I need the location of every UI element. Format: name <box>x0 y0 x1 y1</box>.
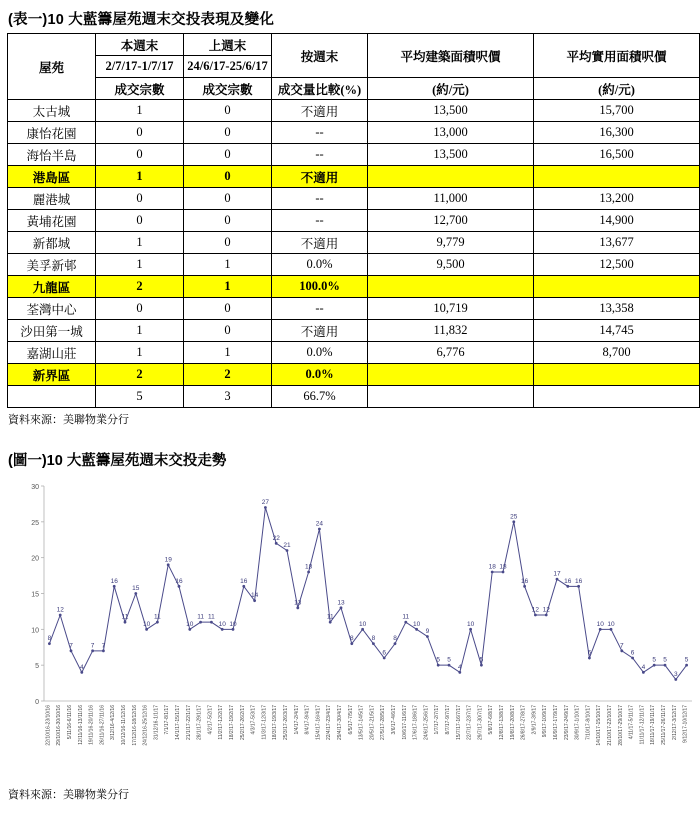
svg-text:15/4/17-16/4/17: 15/4/17-16/4/17 <box>315 705 322 741</box>
table-row <box>8 298 700 320</box>
svg-text:26/11/16-27/11/16: 26/11/16-27/11/16 <box>99 705 106 745</box>
header-estate: 屋苑 <box>8 34 96 100</box>
table-row <box>8 364 700 386</box>
svg-text:15: 15 <box>31 591 39 599</box>
svg-text:16: 16 <box>564 577 572 585</box>
cell-estate: 九龍區 <box>8 276 96 298</box>
header-change: 按週末 <box>272 34 368 78</box>
cell-net-price <box>534 386 700 408</box>
svg-text:12: 12 <box>531 606 540 614</box>
svg-text:24: 24 <box>315 520 324 528</box>
svg-text:16: 16 <box>110 577 118 585</box>
svg-text:26/8/17-27/8/17: 26/8/17-27/8/17 <box>520 705 527 741</box>
table-title: (表一)10 大藍籌屋苑週末交投表現及變化 <box>8 12 275 28</box>
svg-text:30: 30 <box>31 484 39 491</box>
cell-net-price: 15,700 <box>534 100 700 122</box>
svg-text:21/1/17-22/1/17: 21/1/17-22/1/17 <box>185 705 192 741</box>
svg-text:27: 27 <box>261 499 270 506</box>
svg-text:4: 4 <box>457 663 462 671</box>
svg-text:10: 10 <box>412 620 421 628</box>
svg-text:12/11/16-13/11/16: 12/11/16-13/11/16 <box>77 705 84 745</box>
cell-gross-price: 6,776 <box>368 342 534 364</box>
cell-net-price <box>534 166 700 188</box>
cell-estate: 新界區 <box>8 364 96 386</box>
svg-text:29/7/17-30/7/17: 29/7/17-30/7/17 <box>477 705 484 741</box>
svg-text:22: 22 <box>272 534 280 542</box>
svg-text:11: 11 <box>154 613 161 621</box>
svg-text:13/5/17-14/5/17: 13/5/17-14/5/17 <box>358 705 365 741</box>
cell-estate: 麗港城 <box>8 188 96 210</box>
svg-text:6: 6 <box>587 649 592 657</box>
cell-previous-deals: 0 <box>184 298 272 320</box>
header-change-sub: 成交量比較(%) <box>272 78 368 100</box>
svg-text:30/9/17-1/10/17: 30/9/17-1/10/17 <box>574 705 581 741</box>
header-previous-deals: 成交宗數 <box>184 78 272 100</box>
cell-change: 不適用 <box>272 166 368 188</box>
svg-text:27/5/17-28/5/17: 27/5/17-28/5/17 <box>380 705 387 741</box>
cell-current-deals: 0 <box>96 144 184 166</box>
svg-text:10/6/17-11/6/17: 10/6/17-11/6/17 <box>401 705 408 740</box>
cell-previous-deals: 0 <box>184 320 272 342</box>
cell-gross-price <box>368 364 534 386</box>
svg-text:3: 3 <box>673 671 678 678</box>
table-row <box>8 210 700 232</box>
svg-text:25/3/17-26/3/17: 25/3/17-26/3/17 <box>283 705 289 741</box>
svg-text:10: 10 <box>31 627 39 635</box>
header-current-week: 本週末 <box>96 34 184 56</box>
svg-text:5: 5 <box>35 663 39 671</box>
svg-text:16: 16 <box>175 577 183 585</box>
cell-change: 不適用 <box>272 100 368 122</box>
table-row <box>8 254 700 276</box>
cell-current-deals: 2 <box>96 364 184 386</box>
svg-text:11/2/17-12/2/17: 11/2/17-12/2/17 <box>218 705 225 740</box>
cell-current-deals: 5 <box>96 386 184 408</box>
cell-estate <box>8 386 96 408</box>
svg-text:7: 7 <box>69 642 73 650</box>
cell-current-deals: 1 <box>96 342 184 364</box>
cell-current-deals: 1 <box>96 254 184 276</box>
cell-previous-deals: 0 <box>184 232 272 254</box>
svg-text:4: 4 <box>79 663 84 671</box>
cell-change: 0.0% <box>272 342 368 364</box>
table-row <box>8 100 700 122</box>
cell-gross-price: 11,832 <box>368 320 534 342</box>
cell-estate: 海怡半島 <box>8 144 96 166</box>
cell-estate: 美孚新邨 <box>8 254 96 276</box>
cell-current-deals: 1 <box>96 320 184 342</box>
header-net-price: 平均實用面積呎價 <box>534 34 700 78</box>
svg-text:19/8/17-20/8/17: 19/8/17-20/8/17 <box>509 705 516 741</box>
cell-change: -- <box>272 122 368 144</box>
cell-previous-deals: 2 <box>184 364 272 386</box>
svg-text:4/11/17-5/11/17: 4/11/17-5/11/17 <box>628 705 635 740</box>
cell-net-price <box>534 276 700 298</box>
svg-text:16: 16 <box>520 577 529 585</box>
cell-gross-price: 13,500 <box>368 100 534 122</box>
cell-current-deals: 0 <box>96 298 184 320</box>
svg-text:15: 15 <box>132 585 140 592</box>
cell-change: 不適用 <box>272 320 368 342</box>
cell-change: 不適用 <box>272 232 368 254</box>
svg-text:18: 18 <box>499 563 507 571</box>
svg-text:23/9/17-24/9/17: 23/9/17-24/9/17 <box>563 705 570 741</box>
cell-gross-price <box>368 276 534 298</box>
svg-text:28/10/17-29/10/17: 28/10/17-29/10/17 <box>617 705 624 746</box>
chart-title: (圖一)10 大藍籌屋苑週末交投走勢 <box>8 453 227 469</box>
svg-text:5: 5 <box>479 656 484 664</box>
cell-change: -- <box>272 210 368 232</box>
svg-text:1/7/17-2/7/17: 1/7/17-2/7/17 <box>434 705 441 735</box>
svg-text:4/2/17-5/2/17: 4/2/17-5/2/17 <box>207 705 214 735</box>
cell-net-price: 14,745 <box>534 320 700 342</box>
cell-change: -- <box>272 188 368 210</box>
svg-text:5: 5 <box>447 656 451 664</box>
svg-text:10: 10 <box>596 620 604 628</box>
table-row <box>8 342 700 364</box>
header-gross-unit: (約/元) <box>368 78 534 100</box>
svg-text:6: 6 <box>382 649 387 657</box>
header-current-week-date: 2/7/17-1/7/17 <box>96 56 184 78</box>
cell-current-deals: 1 <box>96 232 184 254</box>
cell-previous-deals: 1 <box>184 276 272 298</box>
svg-text:28/1/17-29/1/17: 28/1/17-29/1/17 <box>196 705 203 741</box>
svg-text:6/5/17-7/5/17: 6/5/17-7/5/17 <box>347 705 354 735</box>
cell-previous-deals: 0 <box>184 144 272 166</box>
cell-estate: 新都城 <box>8 232 96 254</box>
svg-text:21/10/17-22/10/17: 21/10/17-22/10/17 <box>607 705 613 746</box>
svg-text:8/4/17-9/4/17: 8/4/17-9/4/17 <box>304 705 311 735</box>
svg-text:3/6/17-4/6/17: 3/6/17-4/6/17 <box>391 705 397 735</box>
svg-text:14/10/17-15/10/17: 14/10/17-15/10/17 <box>596 705 603 746</box>
svg-text:10: 10 <box>218 620 226 628</box>
svg-text:18: 18 <box>304 563 313 571</box>
svg-text:29/4/17-30/4/17: 29/4/17-30/4/17 <box>337 705 343 741</box>
cell-gross-price: 12,700 <box>368 210 534 232</box>
svg-text:25/2/17-26/2/17: 25/2/17-26/2/17 <box>239 705 246 741</box>
svg-text:7: 7 <box>101 642 106 650</box>
svg-text:10: 10 <box>607 620 615 628</box>
svg-text:17/12/16-18/12/16: 17/12/16-18/12/16 <box>131 705 138 746</box>
svg-text:11/3/17-12/3/17: 11/3/17-12/3/17 <box>261 705 268 740</box>
svg-text:8: 8 <box>47 635 52 643</box>
cell-gross-price: 13,000 <box>368 122 534 144</box>
cell-estate: 嘉湖山莊 <box>8 342 96 364</box>
svg-text:24/12/16-25/12/16: 24/12/16-25/12/16 <box>142 705 149 746</box>
svg-text:7/10/17-8/10/17: 7/10/17-8/10/17 <box>585 705 592 741</box>
table-row <box>8 144 700 166</box>
header-gross-price: 平均建築面積呎價 <box>368 34 534 78</box>
cell-previous-deals: 0 <box>184 188 272 210</box>
svg-text:18/11/17-19/11/17: 18/11/17-19/11/17 <box>650 705 657 745</box>
svg-text:1/4/17-2/4/17: 1/4/17-2/4/17 <box>293 705 300 735</box>
svg-text:8: 8 <box>349 635 354 643</box>
svg-text:9/9/17-10/9/17: 9/9/17-10/9/17 <box>542 705 549 738</box>
table-row <box>8 188 700 210</box>
svg-text:25: 25 <box>31 519 39 527</box>
table-row <box>8 166 700 188</box>
svg-text:20/5/17-21/5/17: 20/5/17-21/5/17 <box>369 705 376 741</box>
cell-estate: 港島區 <box>8 166 96 188</box>
svg-text:22/4/17-23/4/17: 22/4/17-23/4/17 <box>326 705 333 741</box>
cell-previous-deals: 0 <box>184 210 272 232</box>
svg-text:5: 5 <box>436 656 441 664</box>
cell-net-price: 8,700 <box>534 342 700 364</box>
svg-text:9: 9 <box>425 628 430 635</box>
svg-text:29/10/16-30/10/16: 29/10/16-30/10/16 <box>56 705 63 746</box>
svg-text:22/7/17-23/7/17: 22/7/17-23/7/17 <box>466 705 473 741</box>
svg-text:13: 13 <box>294 599 302 607</box>
svg-text:3/12/16-4/12/16: 3/12/16-4/12/16 <box>110 705 117 741</box>
table-row <box>8 320 700 342</box>
cell-change: 0.0% <box>272 364 368 386</box>
table-row <box>8 386 700 408</box>
cell-gross-price: 13,500 <box>368 144 534 166</box>
cell-gross-price: 9,500 <box>368 254 534 276</box>
svg-text:10: 10 <box>466 620 475 628</box>
svg-text:6: 6 <box>630 649 635 657</box>
table-row <box>8 122 700 144</box>
svg-text:10: 10 <box>229 620 237 628</box>
bluechip-estates-table <box>7 33 700 408</box>
cell-previous-deals: 1 <box>184 254 272 276</box>
chart-container <box>8 476 698 776</box>
cell-change: -- <box>272 144 368 166</box>
svg-text:5: 5 <box>663 656 667 664</box>
cell-change: 100.0% <box>272 276 368 298</box>
svg-text:25/11/17-26/11/17: 25/11/17-26/11/17 <box>661 705 667 745</box>
cell-net-price: 14,900 <box>534 210 700 232</box>
svg-text:11: 11 <box>402 613 410 621</box>
cell-previous-deals: 0 <box>184 122 272 144</box>
header-previous-week-date: 24/6/17-25/6/17 <box>184 56 272 78</box>
svg-text:22/10/16-23/10/16: 22/10/16-23/10/16 <box>45 705 52 746</box>
svg-text:19/11/16-20/11/16: 19/11/16-20/11/16 <box>88 705 95 745</box>
svg-text:9/12/17-10/12/17: 9/12/17-10/12/17 <box>682 705 689 743</box>
svg-text:17: 17 <box>553 570 561 578</box>
cell-estate: 沙田第一城 <box>8 320 96 342</box>
cell-current-deals: 0 <box>96 188 184 210</box>
cell-net-price: 13,677 <box>534 232 700 254</box>
svg-text:25: 25 <box>510 513 518 521</box>
table-header <box>8 34 700 100</box>
cell-current-deals: 0 <box>96 122 184 144</box>
cell-net-price: 13,200 <box>534 188 700 210</box>
cell-gross-price <box>368 166 534 188</box>
svg-text:5: 5 <box>652 656 657 664</box>
svg-text:5: 5 <box>684 656 689 664</box>
cell-current-deals: 0 <box>96 210 184 232</box>
header-net-unit: (約/元) <box>534 78 700 100</box>
cell-current-deals: 1 <box>96 166 184 188</box>
svg-text:5/8/17-6/8/17: 5/8/17-6/8/17 <box>488 705 495 735</box>
svg-text:21: 21 <box>283 542 291 549</box>
svg-text:12: 12 <box>56 606 64 614</box>
svg-text:2/12/17-3/12/17: 2/12/17-3/12/17 <box>671 705 678 741</box>
cell-net-price: 13,358 <box>534 298 700 320</box>
cell-previous-deals: 3 <box>184 386 272 408</box>
cell-net-price: 16,500 <box>534 144 700 166</box>
svg-text:18: 18 <box>488 563 496 571</box>
cell-previous-deals: 0 <box>184 100 272 122</box>
svg-text:15/7/17-16/7/17: 15/7/17-16/7/17 <box>455 705 462 741</box>
cell-gross-price: 11,000 <box>368 188 534 210</box>
cell-previous-deals: 0 <box>184 166 272 188</box>
svg-text:11: 11 <box>208 613 215 621</box>
cell-estate: 黃埔花園 <box>8 210 96 232</box>
svg-text:16: 16 <box>574 577 583 585</box>
svg-text:24/6/17-25/6/17: 24/6/17-25/6/17 <box>423 705 430 741</box>
svg-text:5/11/16-6/11/16: 5/11/16-6/11/16 <box>67 705 73 740</box>
svg-text:16/9/17-17/9/17: 16/9/17-17/9/17 <box>553 705 559 741</box>
table-row <box>8 232 700 254</box>
svg-text:7/1/17-8/1/17: 7/1/17-8/1/17 <box>164 705 171 735</box>
cell-current-deals: 2 <box>96 276 184 298</box>
svg-text:7: 7 <box>619 642 624 650</box>
svg-text:8: 8 <box>393 635 397 643</box>
table-row <box>8 276 700 298</box>
svg-text:11: 11 <box>121 613 129 621</box>
svg-text:10: 10 <box>358 620 367 628</box>
cell-change: 0.0% <box>272 254 368 276</box>
svg-text:19: 19 <box>164 556 172 564</box>
svg-text:2/9/17-3/9/17: 2/9/17-3/9/17 <box>531 705 538 735</box>
svg-text:4: 4 <box>641 663 646 671</box>
svg-text:18/2/17-19/2/17: 18/2/17-19/2/17 <box>229 705 235 741</box>
svg-text:8: 8 <box>371 635 376 643</box>
svg-text:11: 11 <box>326 613 334 621</box>
cell-change: -- <box>272 298 368 320</box>
svg-text:12: 12 <box>542 606 550 614</box>
svg-text:13: 13 <box>337 599 345 607</box>
cell-previous-deals: 1 <box>184 342 272 364</box>
svg-text:11: 11 <box>197 613 204 621</box>
cell-estate: 康怡花園 <box>8 122 96 144</box>
svg-text:17/6/17-18/6/17: 17/6/17-18/6/17 <box>412 705 419 741</box>
chart-source: 資料來源：美聯物業分行 <box>8 789 129 801</box>
trend-line-chart <box>8 476 698 776</box>
svg-text:16: 16 <box>240 577 248 585</box>
cell-net-price <box>534 364 700 386</box>
header-current-deals: 成交宗數 <box>96 78 184 100</box>
cell-current-deals: 1 <box>96 100 184 122</box>
svg-text:7: 7 <box>90 642 95 650</box>
svg-text:20: 20 <box>31 555 39 563</box>
svg-text:14: 14 <box>250 592 259 600</box>
svg-text:10: 10 <box>186 620 194 628</box>
svg-text:12/8/17-13/8/17: 12/8/17-13/8/17 <box>499 705 505 741</box>
cell-gross-price <box>368 386 534 408</box>
svg-text:10: 10 <box>142 620 151 628</box>
svg-text:0: 0 <box>35 699 39 706</box>
cell-change: 66.7% <box>272 386 368 408</box>
table-source: 資料來源：美聯物業分行 <box>8 414 129 426</box>
cell-estate: 荃灣中心 <box>8 298 96 320</box>
svg-text:10/12/16-11/12/16: 10/12/16-11/12/16 <box>121 705 127 746</box>
cell-net-price: 16,300 <box>534 122 700 144</box>
svg-text:8/7/17-9/7/17: 8/7/17-9/7/17 <box>445 705 451 735</box>
svg-text:14/1/17-15/1/17: 14/1/17-15/1/17 <box>175 705 181 741</box>
table-body <box>8 100 700 408</box>
cell-estate: 太古城 <box>8 100 96 122</box>
svg-text:31/12/16-1/1/17: 31/12/16-1/1/17 <box>153 705 160 741</box>
svg-text:4/3/17-5/3/17: 4/3/17-5/3/17 <box>250 705 257 735</box>
header-previous-week: 上週末 <box>184 34 272 56</box>
cell-gross-price: 9,779 <box>368 232 534 254</box>
cell-net-price: 12,500 <box>534 254 700 276</box>
svg-text:18/3/17-19/3/17: 18/3/17-19/3/17 <box>272 705 279 741</box>
svg-text:11/11/17-12/11/17: 11/11/17-12/11/17 <box>639 705 646 745</box>
cell-gross-price: 10,719 <box>368 298 534 320</box>
